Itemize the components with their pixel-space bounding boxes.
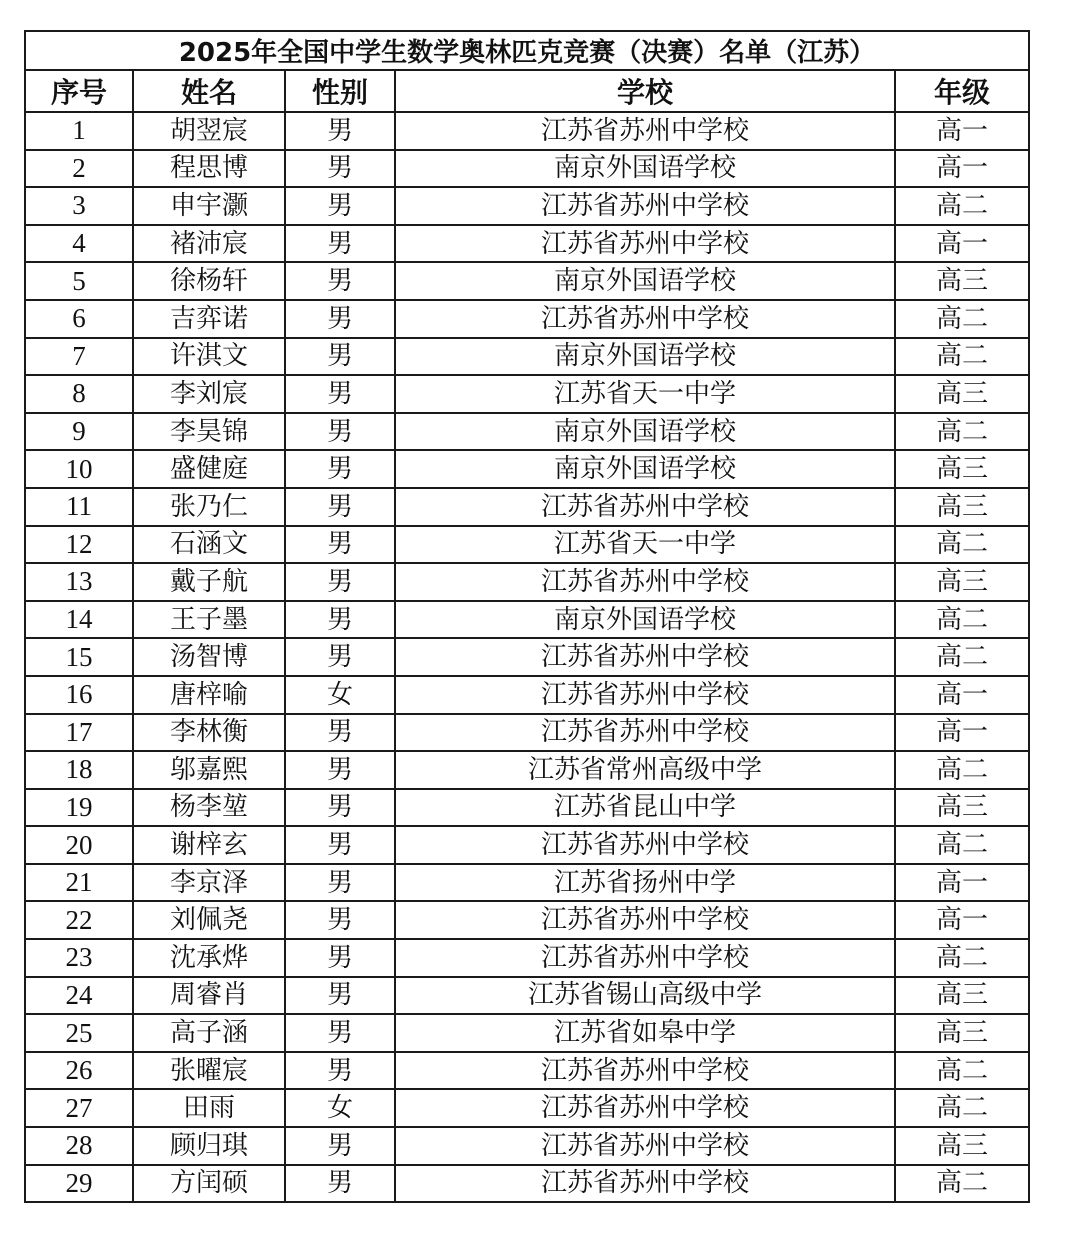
cell-no: 14	[25, 601, 133, 639]
cell-school: 南京外国语学校	[395, 338, 895, 376]
roster-body	[25, 112, 1029, 1202]
cell-no: 26	[25, 1052, 133, 1090]
cell-name: 戴子航	[133, 563, 285, 601]
table-row	[25, 338, 1029, 376]
header-no: 序号	[25, 70, 133, 112]
cell-name: 李林衡	[133, 714, 285, 752]
cell-grade: 高二	[895, 1089, 1029, 1127]
table-row	[25, 225, 1029, 263]
cell-gender: 男	[285, 187, 395, 225]
header-grade: 年级	[895, 70, 1029, 112]
table-row	[25, 187, 1029, 225]
cell-no: 5	[25, 262, 133, 300]
cell-no: 16	[25, 676, 133, 714]
cell-no: 24	[25, 977, 133, 1015]
table-row	[25, 714, 1029, 752]
cell-school: 江苏省常州高级中学	[395, 751, 895, 789]
cell-grade: 高三	[895, 789, 1029, 827]
cell-gender: 男	[285, 563, 395, 601]
cell-no: 1	[25, 112, 133, 150]
cell-gender: 男	[285, 375, 395, 413]
cell-grade: 高二	[895, 601, 1029, 639]
cell-grade: 高三	[895, 450, 1029, 488]
cell-school: 南京外国语学校	[395, 150, 895, 188]
cell-gender: 男	[285, 939, 395, 977]
cell-no: 20	[25, 826, 133, 864]
cell-grade: 高二	[895, 413, 1029, 451]
table-row	[25, 526, 1029, 564]
cell-gender: 男	[285, 225, 395, 263]
cell-school: 江苏省苏州中学校	[395, 488, 895, 526]
cell-name: 张乃仁	[133, 488, 285, 526]
cell-name: 石涵文	[133, 526, 285, 564]
cell-school: 江苏省苏州中学校	[395, 1165, 895, 1203]
cell-school: 南京外国语学校	[395, 450, 895, 488]
cell-gender: 男	[285, 1127, 395, 1165]
cell-school: 江苏省苏州中学校	[395, 563, 895, 601]
cell-school: 江苏省苏州中学校	[395, 714, 895, 752]
table-row	[25, 1127, 1029, 1165]
table-row	[25, 150, 1029, 188]
cell-gender: 女	[285, 1089, 395, 1127]
cell-grade: 高二	[895, 300, 1029, 338]
cell-school: 江苏省苏州中学校	[395, 676, 895, 714]
title-row	[25, 31, 1029, 70]
cell-grade: 高三	[895, 563, 1029, 601]
cell-school: 江苏省苏州中学校	[395, 1127, 895, 1165]
cell-gender: 男	[285, 450, 395, 488]
cell-school: 江苏省苏州中学校	[395, 300, 895, 338]
table-row	[25, 112, 1029, 150]
cell-gender: 男	[285, 413, 395, 451]
cell-gender: 男	[285, 864, 395, 902]
cell-no: 7	[25, 338, 133, 376]
table-row	[25, 413, 1029, 451]
cell-name: 王子墨	[133, 601, 285, 639]
cell-school: 江苏省苏州中学校	[395, 225, 895, 263]
cell-grade: 高二	[895, 826, 1029, 864]
cell-grade: 高二	[895, 1052, 1029, 1090]
cell-gender: 男	[285, 300, 395, 338]
cell-name: 李昊锦	[133, 413, 285, 451]
cell-no: 11	[25, 488, 133, 526]
cell-no: 8	[25, 375, 133, 413]
cell-gender: 男	[285, 977, 395, 1015]
cell-grade: 高二	[895, 187, 1029, 225]
table-row	[25, 488, 1029, 526]
cell-gender: 男	[285, 714, 395, 752]
cell-gender: 男	[285, 150, 395, 188]
cell-name: 邬嘉熙	[133, 751, 285, 789]
cell-no: 4	[25, 225, 133, 263]
cell-gender: 男	[285, 789, 395, 827]
cell-no: 21	[25, 864, 133, 902]
cell-gender: 男	[285, 1165, 395, 1203]
cell-name: 刘佩尧	[133, 901, 285, 939]
cell-school: 江苏省苏州中学校	[395, 638, 895, 676]
table-row	[25, 563, 1029, 601]
table-row	[25, 826, 1029, 864]
cell-name: 许淇文	[133, 338, 285, 376]
header-row	[25, 70, 1029, 112]
cell-no: 3	[25, 187, 133, 225]
header-school: 学校	[395, 70, 895, 112]
cell-gender: 男	[285, 901, 395, 939]
cell-gender: 男	[285, 262, 395, 300]
cell-name: 周睿肖	[133, 977, 285, 1015]
table-row	[25, 601, 1029, 639]
cell-school: 江苏省天一中学	[395, 375, 895, 413]
cell-name: 杨李堃	[133, 789, 285, 827]
cell-name: 吉弈诺	[133, 300, 285, 338]
cell-name: 李京泽	[133, 864, 285, 902]
cell-school: 江苏省苏州中学校	[395, 112, 895, 150]
table-row	[25, 638, 1029, 676]
cell-grade: 高一	[895, 150, 1029, 188]
cell-grade: 高三	[895, 262, 1029, 300]
cell-name: 田雨	[133, 1089, 285, 1127]
cell-grade: 高二	[895, 526, 1029, 564]
cell-name: 方闰硕	[133, 1165, 285, 1203]
cell-grade: 高一	[895, 225, 1029, 263]
cell-name: 褚沛宸	[133, 225, 285, 263]
cell-school: 江苏省昆山中学	[395, 789, 895, 827]
cell-no: 23	[25, 939, 133, 977]
cell-no: 10	[25, 450, 133, 488]
cell-grade: 高一	[895, 901, 1029, 939]
table-row	[25, 789, 1029, 827]
table-row	[25, 901, 1029, 939]
cell-gender: 女	[285, 676, 395, 714]
cell-gender: 男	[285, 1052, 395, 1090]
cell-no: 17	[25, 714, 133, 752]
cell-name: 高子涵	[133, 1014, 285, 1052]
cell-school: 江苏省苏州中学校	[395, 187, 895, 225]
cell-no: 12	[25, 526, 133, 564]
cell-gender: 男	[285, 338, 395, 376]
cell-no: 27	[25, 1089, 133, 1127]
cell-grade: 高三	[895, 488, 1029, 526]
cell-school: 南京外国语学校	[395, 262, 895, 300]
table-row	[25, 1089, 1029, 1127]
cell-gender: 男	[285, 526, 395, 564]
table-row	[25, 450, 1029, 488]
cell-no: 22	[25, 901, 133, 939]
cell-no: 6	[25, 300, 133, 338]
cell-grade: 高三	[895, 375, 1029, 413]
cell-name: 汤智博	[133, 638, 285, 676]
cell-no: 18	[25, 751, 133, 789]
cell-gender: 男	[285, 751, 395, 789]
cell-name: 程思博	[133, 150, 285, 188]
cell-gender: 男	[285, 488, 395, 526]
cell-school: 江苏省扬州中学	[395, 864, 895, 902]
cell-no: 25	[25, 1014, 133, 1052]
table-row	[25, 1165, 1029, 1203]
table-title: 2025年全国中学生数学奥林匹克竞赛（决赛）名单（江苏）	[25, 31, 1029, 70]
cell-no: 19	[25, 789, 133, 827]
header-name: 姓名	[133, 70, 285, 112]
cell-grade: 高三	[895, 977, 1029, 1015]
cell-school: 南京外国语学校	[395, 601, 895, 639]
cell-gender: 男	[285, 601, 395, 639]
cell-name: 沈承烨	[133, 939, 285, 977]
table-row	[25, 262, 1029, 300]
cell-no: 15	[25, 638, 133, 676]
cell-name: 唐梓喻	[133, 676, 285, 714]
cell-grade: 高一	[895, 864, 1029, 902]
cell-gender: 男	[285, 1014, 395, 1052]
cell-school: 江苏省如皋中学	[395, 1014, 895, 1052]
table-row	[25, 977, 1029, 1015]
cell-school: 江苏省天一中学	[395, 526, 895, 564]
cell-name: 胡翌宸	[133, 112, 285, 150]
cell-name: 谢梓玄	[133, 826, 285, 864]
cell-grade: 高一	[895, 112, 1029, 150]
cell-school: 南京外国语学校	[395, 413, 895, 451]
header-gender: 性别	[285, 70, 395, 112]
table-row	[25, 1014, 1029, 1052]
cell-grade: 高三	[895, 1014, 1029, 1052]
cell-name: 李刘宸	[133, 375, 285, 413]
cell-gender: 男	[285, 826, 395, 864]
table-row	[25, 1052, 1029, 1090]
table-row	[25, 864, 1029, 902]
cell-school: 江苏省苏州中学校	[395, 1089, 895, 1127]
cell-name: 徐杨轩	[133, 262, 285, 300]
table-row	[25, 751, 1029, 789]
roster-table	[24, 30, 1030, 1203]
table-row	[25, 300, 1029, 338]
cell-name: 顾归琪	[133, 1127, 285, 1165]
cell-school: 江苏省苏州中学校	[395, 901, 895, 939]
cell-gender: 男	[285, 638, 395, 676]
cell-gender: 男	[285, 112, 395, 150]
cell-school: 江苏省苏州中学校	[395, 1052, 895, 1090]
cell-grade: 高一	[895, 714, 1029, 752]
cell-grade: 高一	[895, 676, 1029, 714]
table-row	[25, 676, 1029, 714]
cell-grade: 高二	[895, 638, 1029, 676]
cell-no: 2	[25, 150, 133, 188]
table-row	[25, 375, 1029, 413]
cell-name: 申宇灏	[133, 187, 285, 225]
cell-no: 9	[25, 413, 133, 451]
cell-no: 29	[25, 1165, 133, 1203]
cell-grade: 高二	[895, 1165, 1029, 1203]
cell-no: 13	[25, 563, 133, 601]
cell-grade: 高三	[895, 1127, 1029, 1165]
cell-grade: 高二	[895, 338, 1029, 376]
cell-name: 张曜宸	[133, 1052, 285, 1090]
cell-grade: 高二	[895, 751, 1029, 789]
cell-school: 江苏省锡山高级中学	[395, 977, 895, 1015]
cell-school: 江苏省苏州中学校	[395, 826, 895, 864]
table-row	[25, 939, 1029, 977]
cell-no: 28	[25, 1127, 133, 1165]
cell-grade: 高二	[895, 939, 1029, 977]
cell-school: 江苏省苏州中学校	[395, 939, 895, 977]
cell-name: 盛健庭	[133, 450, 285, 488]
